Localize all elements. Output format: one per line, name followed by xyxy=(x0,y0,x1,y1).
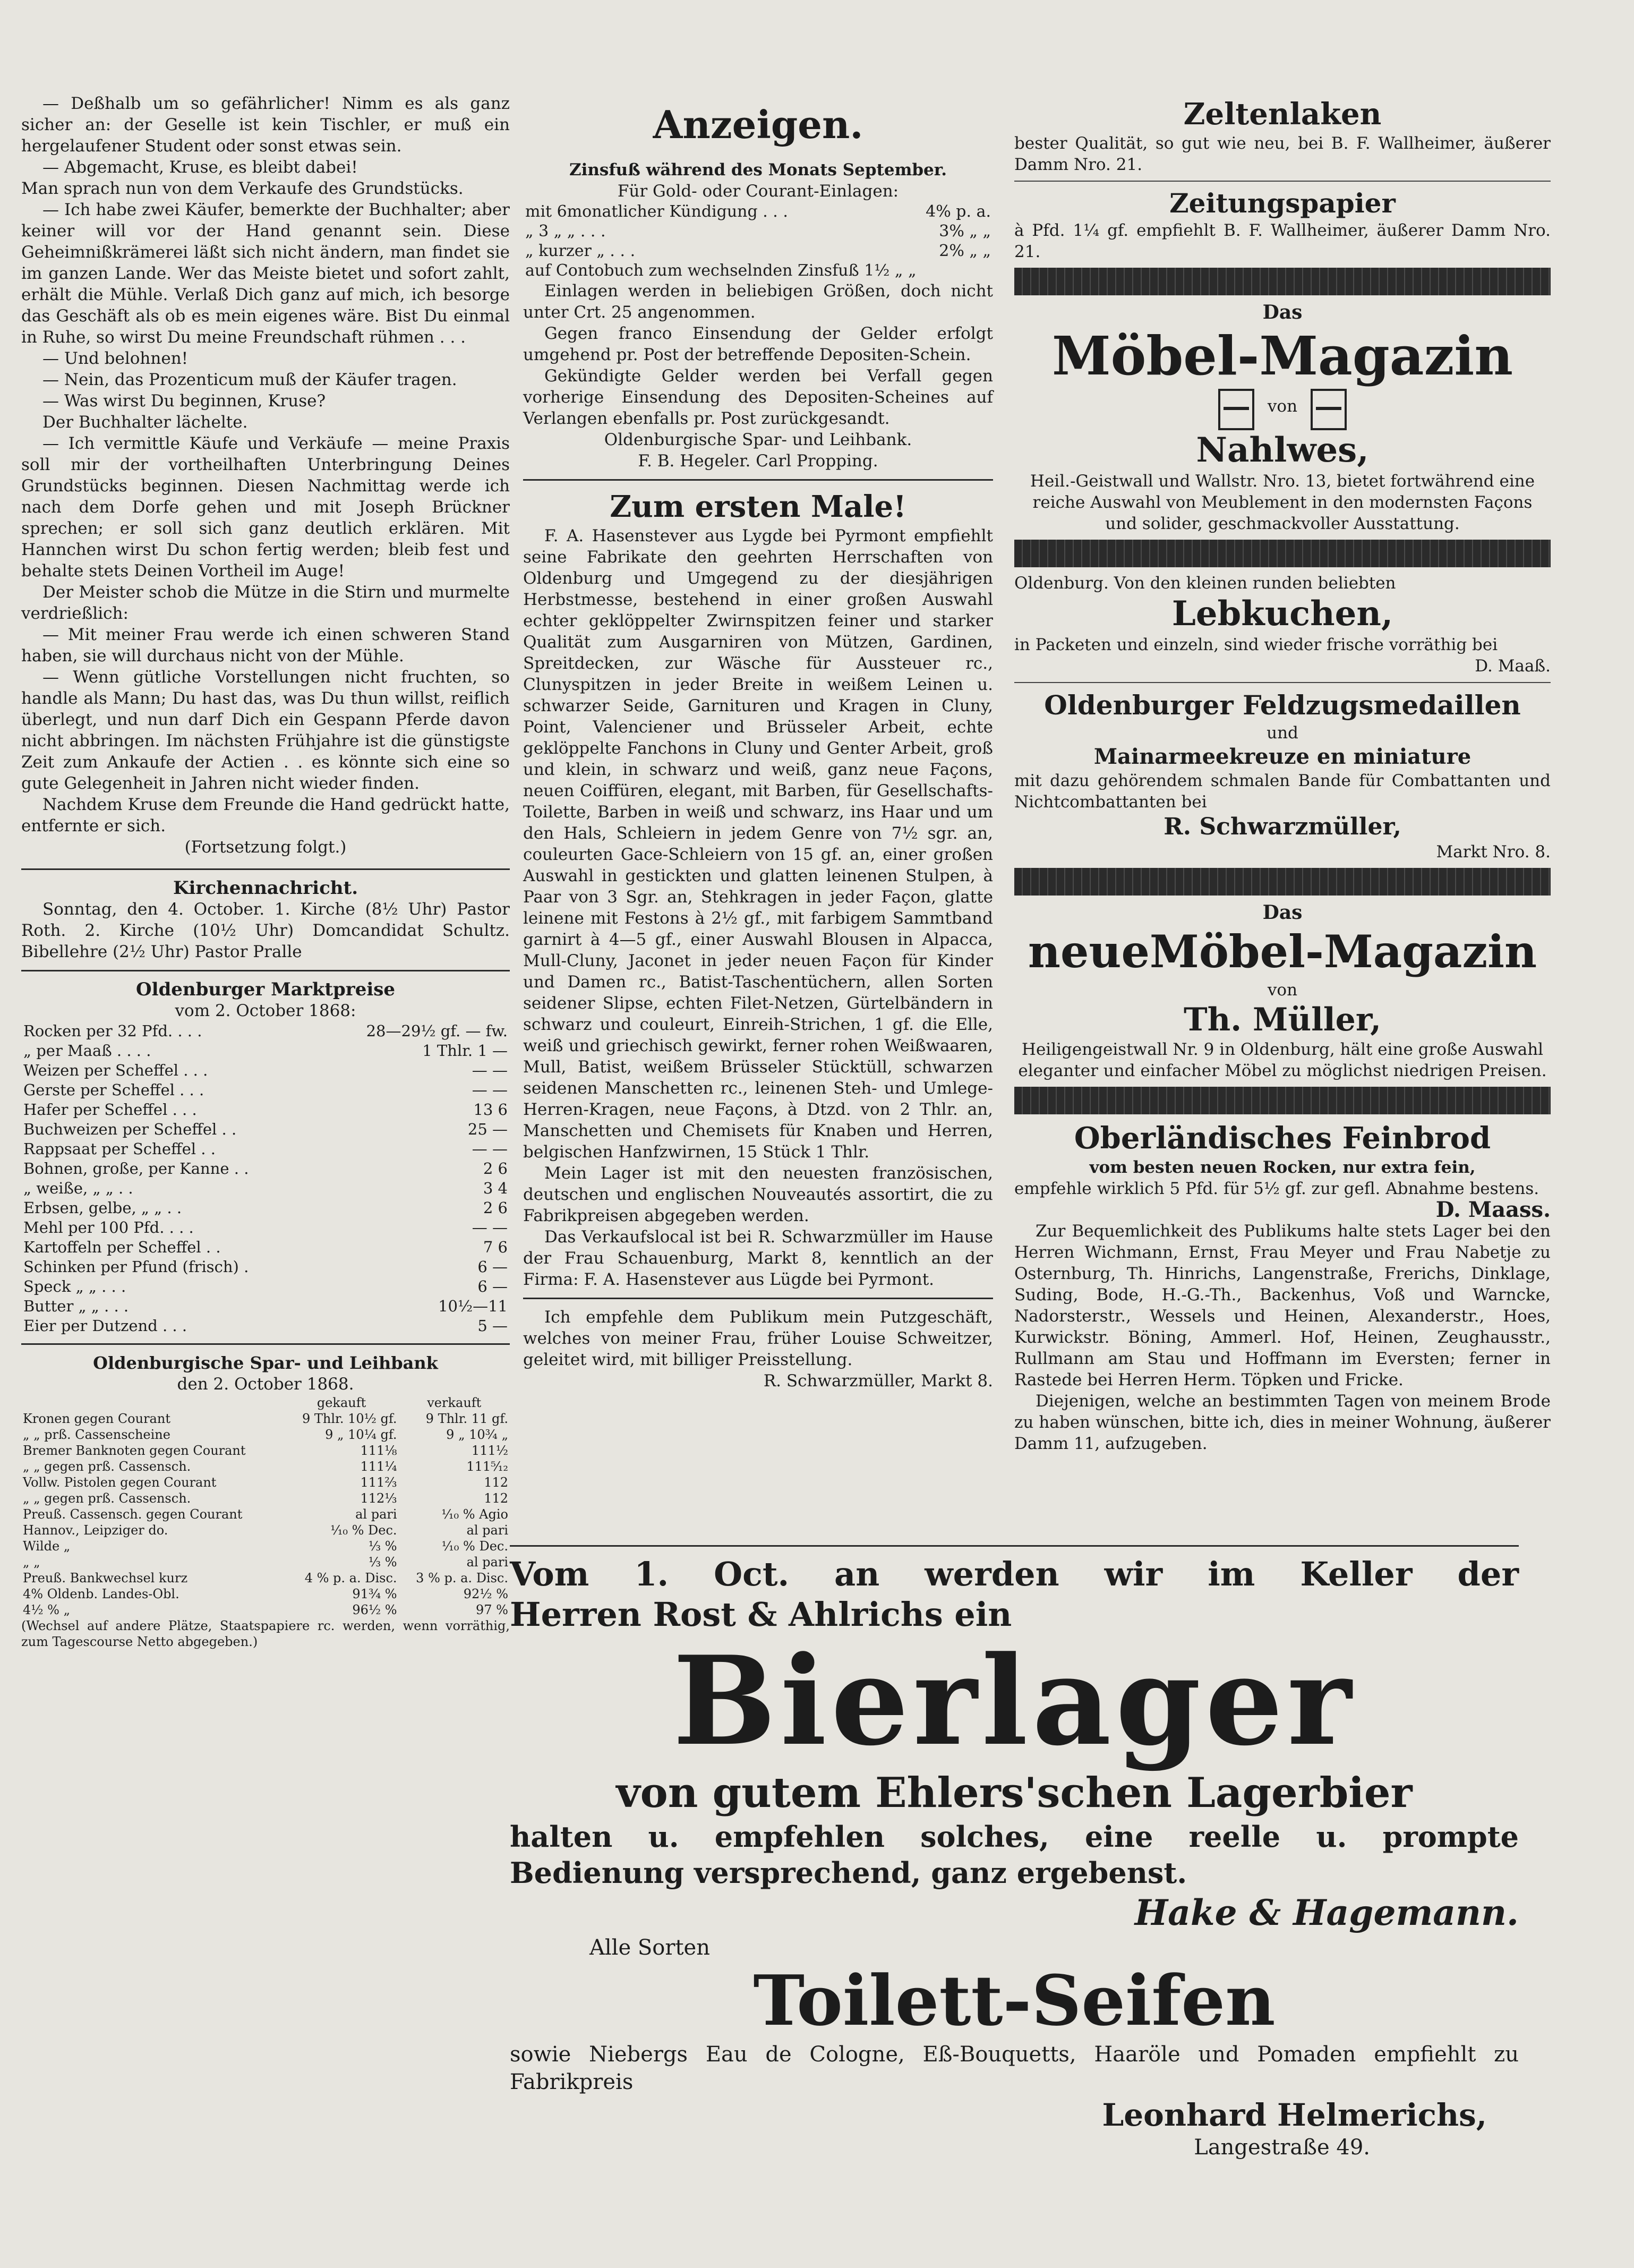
interest-row-cell: auf Contobuch zum wechselnden Zinsfuß 1½ „ „ xyxy=(525,261,917,280)
interest-intro: Für Gold- oder Courant-Einlagen: xyxy=(617,182,899,201)
market-row-cell: 6 — xyxy=(477,1277,508,1295)
market-row xyxy=(21,1277,510,1297)
moebel-von: von xyxy=(1267,397,1298,416)
market-row xyxy=(21,1179,510,1198)
bank-row-cell: 96½ % xyxy=(352,1602,397,1617)
feld-signature: R. Schwarzmüller, xyxy=(1164,813,1401,840)
bier-line-5: Bedienung versprechend, ganz ergebenst. xyxy=(510,1856,1187,1890)
bank-row-cell: Hannov., Leipziger do. xyxy=(23,1523,168,1538)
market-row-cell: — — xyxy=(472,1140,508,1158)
bank-row-cell: 111¼ xyxy=(360,1459,397,1474)
neu-name: Th. Müller, xyxy=(1184,1001,1381,1038)
toilett-title: Toilett-Seifen xyxy=(753,1960,1276,2041)
moebel-das: Das xyxy=(1262,301,1303,323)
bank-row-cell: 112 xyxy=(484,1475,508,1490)
ornament-bar xyxy=(1014,1087,1551,1114)
moebel-title: Möbel-Magazin xyxy=(1051,325,1513,387)
interest-row-cell: 2% „ „ xyxy=(939,242,991,260)
feld-title: Oldenburger Feldzugsmedaillen xyxy=(1044,689,1521,721)
bank-row-cell: 4% Oldenb. Landes-Obl. xyxy=(23,1587,179,1601)
story-paragraph: — Und belohnen! xyxy=(42,349,189,368)
chair-icon xyxy=(1311,389,1347,430)
bank-row xyxy=(21,1586,510,1602)
interest-row-cell: „ 3 „ „ . . . xyxy=(525,222,606,241)
bank-row-cell: ¹⁄₁₀ % Agio xyxy=(441,1507,508,1522)
interest-row xyxy=(523,261,993,280)
ornament-bar xyxy=(1014,268,1551,295)
neu-von: von xyxy=(1267,980,1298,1000)
church-text: Sonntag, den 4. October. 1. Kirche (8½ Uhr) Pastor Roth. 2. Kirche (10½ Uhr) Domcandidat Schultz. Bibellehre (2½ Uhr) Pastor Pralle xyxy=(21,900,510,961)
bank-row-cell: 9 „ 10¼ gf. xyxy=(325,1427,397,1442)
bank-note: (Wechsel auf andere Plätze, Staatspapiere rc. werden, wenn vorräthig, zum Tagescourse Netto abgegeben.) xyxy=(21,1618,510,1649)
bierlager-ad xyxy=(510,1538,1519,2161)
market-row xyxy=(21,1238,510,1257)
bank-row xyxy=(21,1570,510,1586)
market-row-cell: „ weiße, „ „ . . xyxy=(23,1179,133,1197)
interest-signature: Oldenburgische Spar- und Leihbank. xyxy=(604,430,912,449)
bank-row-cell: 91¾ % xyxy=(352,1587,397,1601)
market-row-cell: — — xyxy=(472,1081,508,1099)
chair-icon xyxy=(1218,389,1254,430)
market-row xyxy=(21,1021,510,1041)
bier-line-1: Vom 1. Oct. an werden wir im Keller der xyxy=(510,1555,1519,1593)
interest-row-cell: 4% p. a. xyxy=(926,202,991,221)
market-title: Oldenburger Marktpreise xyxy=(135,979,396,1000)
first-text: F. A. Hasenstever aus Lygde bei Pyrmont empfiehlt seine Fabrikate den geehrten Herrschaften von Oldenburg und Umgegend zu der diesjährigen Herbstmesse, bestehend in einer großen Auswahl echter geklöppelter Zwirnspitzen feiner und starker Qualität zum Ausgarniren von Mützen, Gardinen, Spreitdecken, zur Wäsche für Aussteuer rc., Clunyspitzen in jeder Breite in weißem Leinen u. schwarzer Seide, Garnituren und Kragen in Cluny, Point, Valenciener und Brüsseler Arbeit, echte geklöppelte Fanchons in Cluny und Genter Arbeit, groß und klein, in schwarz und weiß, ganz neue Façons, neuen Coiffüren, elegant, mit Barben, für Gesellschafts-Toilette, Barben in weiß und schwarz, ins Haar und um den Hals, Schleiern in jedem Genre von 7½ sgr. an, couleurten Gace-Schleiern von 15 gf. an, einer großen Auswahl in gestickten und glatten leinenen Stulpen, à Paar von 3 Sgr. an, Stehkragen in jeder Façon, glatte leinene mit Festons à 2½ gf., mit farbigem Sammtband garnirt à 4—5 gf., einer Auswahl Blousen in Alpacca, Mull-Cluny, Jaconet in jeder neuen Façon für Kinder und Damen rc., Batist-Taschentüchern, allen Sorten seidener Slipse, echten Filet-Netzen, Gürtelbändern in schwarz und couleurt, Einreih-Strichen, 1 gf. die Elle, weiß und griechisch gewirkt, ferner rohen Weißwaaren, Mull, Batist, weißem Brüsseler Stücktüll, schwarzen seidenen Manschetten rc., leinenen Steh- und Umlege-Herren-Kragen, neue Façons, à Dtzd. von 2 Thlr. an, Manschetten und Chemisets für Knaben und Herren, belgischen Hanfzwirnen, 15 Stück 1 Thlr. xyxy=(523,526,993,1162)
bank-row xyxy=(21,1459,510,1474)
market-row xyxy=(21,1257,510,1277)
market-row-cell: — — xyxy=(472,1218,508,1237)
bank-row-cell: al pari xyxy=(355,1507,397,1522)
feld-kreuze: Mainarmeekreuze en miniature xyxy=(1093,744,1472,769)
feld-text: mit dazu gehörendem schmalen Bande für Combattanten und Nichtcombattanten bei xyxy=(1014,771,1551,812)
market-row-cell: 5 — xyxy=(477,1317,508,1335)
bank-row xyxy=(21,1538,510,1554)
market-row xyxy=(21,1080,510,1100)
interest-row-cell xyxy=(923,261,993,280)
market-row xyxy=(21,1218,510,1238)
market-row xyxy=(21,1159,510,1179)
continued-note: (Fortsetzung folgt.) xyxy=(184,838,347,857)
market-row-cell: „ per Maaß . . . . xyxy=(23,1042,151,1060)
bank-row-cell: „ „ gegen prß. Cassensch. xyxy=(23,1491,191,1506)
bank-row-cell: Preuß. Cassensch. gegen Courant xyxy=(23,1507,243,1522)
moebel-text: Heil.-Geistwall und Wallstr. Nro. 13, bietet fortwährend eine reiche Auswahl von Meublement in den modernsten Façons und solider, geschmackvoller Ausstattung. xyxy=(1030,472,1535,533)
feld-und: und xyxy=(1267,723,1298,743)
first-title: Zum ersten Male! xyxy=(610,489,906,524)
story-paragraph: — Wenn gütliche Vorstellungen nicht fruchten, so handle als Mann; Du hast das, was Du thun willst, reiflich überlegt, und nun darf Dich ein Gespann Pferde davon nicht abbringen. Im nächsten Frühjahre ist die günstigste Zeit zum Ankaufe der Actien . . es könnte sich eine so gute Gelegenheit in Jahren nicht wieder finden. xyxy=(21,668,510,793)
market-row-cell: 7 6 xyxy=(483,1238,508,1256)
market-row-cell: Butter „ „ . . . xyxy=(23,1297,129,1315)
first-text-2: Mein Lager ist mit den neuesten französischen, deutschen und englischen Nouveautés assortirt, die zu Fabrikpreisen abgegeben werden. xyxy=(523,1164,993,1225)
bank-title: Oldenburgische Spar- und Leihbank xyxy=(93,1353,438,1373)
neu-text: Heiligengeistwall Nr. 9 in Oldenburg, hält eine große Auswahl eleganter und einfacher Möbel zu möglichst niedrigen Preisen. xyxy=(1018,1040,1547,1080)
bank-row-cell: al pari xyxy=(466,1523,508,1538)
interest-row-cell: mit 6monatlicher Kündigung . . . xyxy=(525,202,788,221)
bank-row xyxy=(21,1602,510,1618)
column-left xyxy=(21,0,510,1650)
brod-text: empfehle wirklich 5 Pfd. für 5½ gf. zur gefl. Abnahme bestens. xyxy=(1014,1179,1539,1198)
story-text xyxy=(21,0,510,858)
market-table xyxy=(21,1021,510,1336)
story-paragraph: — Nein, das Prozenticum muß der Käufer tragen. xyxy=(42,370,457,389)
bank-row-cell: Kronen gegen Courant xyxy=(23,1411,170,1426)
market-row xyxy=(21,1100,510,1120)
interest-paragraph: Einlagen werden in beliebigen Größen, doch nicht unter Crt. 25 angenommen. xyxy=(523,282,993,322)
market-row-cell: Weizen per Scheffel . . . xyxy=(23,1061,208,1079)
bank-row-cell: Wilde „ xyxy=(23,1539,71,1554)
bank-row xyxy=(21,1427,510,1443)
market-row-cell: Erbsen, gelbe, „ „ . . xyxy=(23,1199,182,1217)
market-row xyxy=(21,1041,510,1061)
market-row-cell: Rappsaat per Scheffel . . xyxy=(23,1140,216,1158)
divider xyxy=(523,1298,993,1299)
market-row xyxy=(21,1198,510,1218)
story-paragraph: — Ich vermittle Käufe und Verkäufe — meine Praxis soll mir der vortheilhaften Unterbringung Deines Grundstücks beginnen. Diesen Nachmittag werde ich nach dem Dorfe gehen und mit Joseph Brückner sprechen; er soll sich ganz deutlich erklären. Mit Hannchen wirst Du schon fertig werden; bleib fest und behalte stets Deinen Vortheil im Auge! xyxy=(21,434,510,581)
story-paragraph: — Mit meiner Frau werde ich einen schweren Stand haben, sie will durchaus nicht von der Mühle. xyxy=(21,625,510,666)
bank-row-cell: 92½ % xyxy=(463,1587,508,1601)
bank-row-cell: al pari xyxy=(466,1555,508,1570)
bank-row-cell: 112⅓ xyxy=(360,1491,397,1506)
market-row-cell: Buchweizen per Scheffel . . xyxy=(23,1120,237,1138)
bank-head-sell: verkauft xyxy=(427,1395,482,1410)
story-paragraph: — Ich habe zwei Käufer, bemerkte der Buchhalter; aber keiner will vor der Hand genannt sein. Diese Geheimnißkrämerei läßt sich nicht ändern, man findet sie im ganzen Lande. Wer das Meiste bietet und sofort zahlt, erhält die Mühle. Verlaß Dich ganz auf mich, ich besorge das Geschäft als ob es mein eigenes wäre. Bist Du einmal in Ruhe, so wirst Du meine Freundschaft rühmen . . . xyxy=(21,200,510,347)
story-paragraph: Nachdem Kruse dem Freunde die Hand gedrückt hatte, entfernte er sich. xyxy=(21,795,510,835)
lebk-signature: D. Maaß. xyxy=(1475,656,1551,676)
zelt-text: bester Qualität, so gut wie neu, bei B. F. Wallheimer, äußerer Damm Nro. 21. xyxy=(1014,134,1551,174)
bank-row-cell: ¹⁄₁₀ % Dec. xyxy=(441,1539,508,1554)
market-row-cell: 28—29½ gf. — fw. xyxy=(366,1022,508,1040)
interest-title: Zinsfuß während des Monats September. xyxy=(569,160,947,180)
market-row xyxy=(21,1297,510,1316)
bank-row xyxy=(21,1522,510,1538)
divider xyxy=(21,868,510,870)
bank-row-cell: „ „ gegen prß. Cassensch. xyxy=(23,1459,191,1474)
ornament-bar xyxy=(1014,868,1551,896)
putz-text: Ich empfehle dem Publikum mein Putzgeschäft, welches von meiner Frau, früher Louise Schweitzer, geleitet wird, mit billiger Preisstellung. xyxy=(523,1308,993,1369)
ornament-bar xyxy=(1014,540,1551,567)
market-row-cell: Mehl per 100 Pfd. . . . xyxy=(23,1218,194,1237)
brod-title: Oberländisches Feinbrod xyxy=(1074,1121,1491,1156)
market-row-cell: Eier per Dutzend . . . xyxy=(23,1317,187,1335)
interest-row xyxy=(523,221,993,241)
bank-row-cell: 9 Thlr. 11 gf. xyxy=(425,1411,508,1426)
divider xyxy=(510,1545,1519,1547)
neu-title: neueMöbel-Magazin xyxy=(1028,925,1537,978)
bier-line-4: halten u. empfehlen solches, eine reelle u. prompte xyxy=(510,1820,1519,1854)
bank-row-cell: 4 % p. a. Disc. xyxy=(304,1571,397,1585)
divider xyxy=(523,479,993,481)
divider xyxy=(21,1343,510,1345)
brod-signature: D. Maass. xyxy=(1435,1197,1551,1222)
market-row-cell: Speck „ „ . . . xyxy=(23,1277,126,1295)
interest-row xyxy=(523,241,993,261)
alle-sorten: Alle Sorten xyxy=(589,1936,710,1960)
story-paragraph: — Was wirst Du beginnen, Kruse? xyxy=(42,391,326,411)
lebk-title: Lebkuchen, xyxy=(1171,594,1393,634)
putz-signature: R. Schwarzmüller, Markt 8. xyxy=(763,1371,993,1391)
bank-row xyxy=(21,1506,510,1522)
interest-paragraph: Gekündigte Gelder werden bei Verfall gegen vorherige Einsendung des Depositen-Scheines auf Verlangen ebenfalls pr. Post zurückgesandt. xyxy=(523,366,993,428)
divider xyxy=(21,970,510,971)
bank-row-cell: „ „ xyxy=(23,1555,40,1570)
market-row-cell: 2 6 xyxy=(483,1159,508,1178)
bank-row-cell: ⅓ % xyxy=(368,1555,397,1570)
lebk-text: in Packeten und einzeln, sind wieder frische vorräthig bei xyxy=(1014,635,1498,654)
church-title: Kirchennachricht. xyxy=(173,877,358,899)
market-row-cell: 3 4 xyxy=(483,1179,508,1197)
bank-row-cell: 9 Thlr. 10½ gf. xyxy=(302,1411,397,1426)
market-row-cell: Gerste per Scheffel . . . xyxy=(23,1081,204,1099)
column-middle xyxy=(523,0,993,1392)
brod-subtitle: vom besten neuen Rocken, nur extra fein, xyxy=(1089,1158,1476,1177)
brod-text-2: Zur Bequemlichkeit des Publikums halte stets Lager bei den Herren Wichmann, Ernst, Frau Meyer und Frau Nabetje zu Osternburg, Th. Hinrichs, Langenstraße, Frerichs, Dinklage, Suding, Bode, H.-G.-Th., Backenhus, Voß und Warncke, Nadorsterstr., Wessels und Heinen, Alexanderstr., Hoes, Kurwickstr. Böning, Ammerl. Hof, Heinen, Zeughausstr., Rullmann am Stau und Hoffmann im Eversten; ferner in Rastede bei Herren Herm. Töpken und Fricke. xyxy=(1014,1222,1551,1389)
bank-table xyxy=(21,1395,510,1618)
bank-date: den 2. October 1868. xyxy=(177,1375,354,1394)
bank-row-cell: ¹⁄₁₀ % Dec. xyxy=(330,1523,397,1538)
zelt-title: Zeltenlaken xyxy=(1183,97,1382,132)
bank-row-cell: 111½ xyxy=(471,1443,508,1458)
interest-names: F. B. Hegeler. Carl Propping. xyxy=(638,451,878,471)
bank-head-buy: gekauft xyxy=(316,1395,366,1410)
divider xyxy=(1014,682,1551,683)
bank-row-cell: 9 „ 10¾ „ xyxy=(446,1427,508,1442)
bank-row-cell: Vollw. Pistolen gegen Courant xyxy=(23,1475,217,1490)
toilett-address: Langestraße 49. xyxy=(1194,2135,1370,2160)
bank-row-cell: 112 xyxy=(484,1491,508,1506)
interest-row xyxy=(523,202,993,221)
bank-row-cell: 4½ % „ xyxy=(23,1602,71,1617)
market-row xyxy=(21,1316,510,1336)
market-row-cell: 2 6 xyxy=(483,1199,508,1217)
bank-row-cell: 111⁵⁄₁₂ xyxy=(466,1459,508,1474)
bank-row xyxy=(21,1443,510,1459)
zeit-title: Zeitungspapier xyxy=(1169,187,1396,219)
bank-row-cell: 3 % p. a. Disc. xyxy=(416,1571,508,1585)
interest-table xyxy=(523,202,993,280)
market-row-cell: Rocken per 32 Pfd. . . . xyxy=(23,1022,202,1040)
moebel-name-row xyxy=(1014,388,1551,430)
market-row-cell: 13 6 xyxy=(473,1101,508,1119)
market-row-cell: Schinken per Pfund (frisch) . xyxy=(23,1258,249,1276)
interest-paragraph: Gegen franco Einsendung der Gelder erfolgt umgehend pr. Post der betreffende Depositen-Schein. xyxy=(523,324,993,364)
bank-row-cell: „ „ prß. Cassenscheine xyxy=(23,1427,170,1442)
market-row xyxy=(21,1120,510,1139)
zeit-text: à Pfd. 1¼ gf. empfiehlt B. F. Wallheimer, äußerer Damm Nro. 21. xyxy=(1014,221,1551,261)
market-row-cell: Kartoffeln per Scheffel . . xyxy=(23,1238,221,1256)
bank-row-cell: Bremer Banknoten gegen Courant xyxy=(23,1443,246,1458)
story-paragraph: — Abgemacht, Kruse, es bleibt dabei! xyxy=(42,158,358,177)
column-right xyxy=(1014,0,1551,1454)
market-row-cell: 1 Thlr. 1 — xyxy=(422,1042,508,1060)
bank-row-cell: 111⅔ xyxy=(360,1475,397,1490)
moebel-name: Nahlwes, xyxy=(1196,430,1369,470)
market-row-cell: Hafer per Scheffel . . . xyxy=(23,1101,197,1119)
interest-row-cell: 3% „ „ xyxy=(939,222,991,241)
story-paragraph: Man sprach nun von dem Verkaufe des Grundstücks. xyxy=(21,179,464,198)
lebk-pre: Oldenburg. Von den kleinen runden beliebten xyxy=(1014,574,1396,593)
bank-row-cell: 111⅛ xyxy=(360,1443,397,1458)
toilett-signature: Leonhard Helmerichs, xyxy=(1102,2097,1487,2133)
bank-row-cell: Preuß. Bankwechsel kurz xyxy=(23,1571,188,1585)
ads-heading: Anzeigen. xyxy=(653,102,863,147)
brod-text-3: Diejenigen, welche an bestimmten Tagen von meinem Brode zu haben wünschen, bitte ich, dies in meiner Wohnung, äußerer Damm 11, aufzugeben. xyxy=(1014,1392,1551,1453)
market-row xyxy=(21,1139,510,1159)
bierlager-title: Bierlager xyxy=(672,1630,1356,1773)
story-paragraph: — Deßhalb um so gefährlicher! Nimm es als ganz sicher an: der Geselle ist kein Tischler, er muß ein hergelaufener Student oder sonst etwas sein. xyxy=(21,94,510,156)
market-date: vom 2. October 1868: xyxy=(175,1001,356,1020)
market-row xyxy=(21,1061,510,1080)
bank-row xyxy=(21,1490,510,1506)
bank-row-cell: 97 % xyxy=(476,1602,508,1617)
interest-row-cell: „ kurzer „ . . . xyxy=(525,242,636,260)
market-row-cell: 6 — xyxy=(477,1258,508,1276)
market-row-cell: 25 — xyxy=(467,1120,508,1138)
market-row-cell: — — xyxy=(472,1061,508,1079)
market-row-cell: Bohnen, große, per Kanne . . xyxy=(23,1159,249,1178)
bank-row-cell: ⅓ % xyxy=(368,1539,397,1554)
bank-row xyxy=(21,1554,510,1570)
bier-line-3: von gutem Ehlers'schen Lagerbier xyxy=(616,1769,1413,1817)
neu-das: Das xyxy=(1262,901,1303,924)
story-paragraph: Der Meister schob die Mütze in die Stirn und murmelte verdrießlich: xyxy=(21,583,510,623)
story-paragraph: Der Buchhalter lächelte. xyxy=(42,413,248,432)
bank-row xyxy=(21,1411,510,1427)
feld-address: Markt Nro. 8. xyxy=(1436,842,1551,862)
divider xyxy=(1014,181,1551,182)
bier-signature: Hake & Hagemann. xyxy=(1134,1892,1519,1933)
first-text-3: Das Verkaufslocal ist bei R. Schwarzmüller im Hause der Frau Schauenburg, Markt 8, kenntlich an der Firma: F. A. Hasenstever aus Lügde bei Pyrmont. xyxy=(523,1227,993,1289)
market-row-cell: 10½—11 xyxy=(438,1297,508,1315)
toilett-text: sowie Niebergs Eau de Cologne, Eß-Bouquetts, Haaröle und Pomaden empfiehlt zu Fabrikpreis xyxy=(510,2042,1519,2094)
bier-line-2: Herren Rost & Ahlrichs ein xyxy=(510,1595,1012,1634)
bank-row xyxy=(21,1474,510,1490)
